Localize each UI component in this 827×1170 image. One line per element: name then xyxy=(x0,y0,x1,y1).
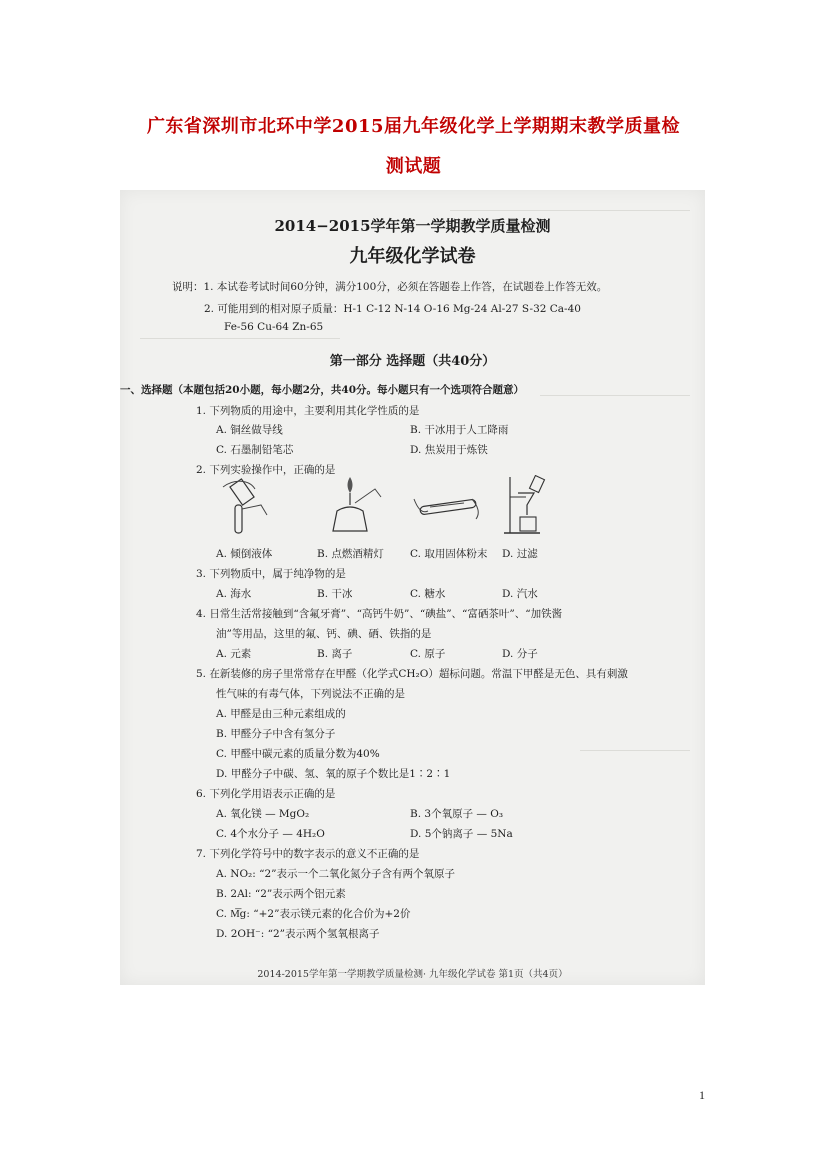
question-2-option-a: A. 倾倒液体 xyxy=(216,548,273,560)
question-2-option-d: D. 过滤 xyxy=(502,548,538,560)
question-5-option-d: D. 甲醛分子中碳、氢、氧的原子个数比是1∶2∶1 xyxy=(216,768,451,780)
question-4-option-b: B. 离子 xyxy=(317,648,353,660)
document-title: 广东省深圳市北环中学2015届九年级化学上学期期末教学质量检 xyxy=(146,116,681,137)
solid-powder-figure xyxy=(410,475,490,537)
exam-footer: 2014-2015学年第一学期教学质量检测· 九年级化学试卷 第1页（共4页） xyxy=(257,969,568,980)
question-3-option-d: D. 汽水 xyxy=(502,588,538,600)
exam-note-1: 说明：1. 本试卷考试时间60分钟，满分100分，必须在答题卷上作答，在试题卷上作答无效。 xyxy=(172,281,608,293)
question-2-stem: 2. 下列实验操作中，正确的是 xyxy=(196,464,336,476)
question-7-option-d: D. 2OH⁻: “2”表示两个氢氧根离子 xyxy=(216,928,380,940)
question-2-option-b: B. 点燃酒精灯 xyxy=(317,548,384,560)
question-1-option-b: B. 干冰用于人工降雨 xyxy=(410,424,509,436)
question-7-stem: 7. 下列化学符号中的数字表示的意义不正确的是 xyxy=(196,848,420,860)
question-4-option-c: C. 原子 xyxy=(410,648,446,660)
question-5-option-c: C. 甲醛中碳元素的质量分数为40% xyxy=(216,748,380,760)
question-1-option-a: A. 铜丝做导线 xyxy=(216,424,283,436)
exam-note-3: Fe-56 Cu-64 Zn-65 xyxy=(224,321,324,333)
question-6-stem: 6. 下列化学用语表示正确的是 xyxy=(196,788,336,800)
exam-note-2: 2. 可能用到的相对原子质量：H-1 C-12 N-14 O-16 Mg-24 Al-27 S-32 Ca-40 xyxy=(204,303,581,315)
question-3-option-b: B. 干冰 xyxy=(317,588,353,600)
question-1-option-d: D. 焦炭用于炼铁 xyxy=(410,444,488,456)
question-4-option-a: A. 元素 xyxy=(216,648,252,660)
question-6-option-c: C. 4个水分子 — 4H₂O xyxy=(216,828,325,840)
question-6-option-b: B. 3个氧原子 — O₃ xyxy=(410,808,504,820)
alcohol-lamp-figure xyxy=(315,475,385,537)
experiment-illustrations xyxy=(215,475,555,537)
section-title: 一、选择题（本题包括20小题，每小题2分，共40分。每小题只有一个选项符合题意） xyxy=(120,384,525,396)
page-number: 1 xyxy=(699,1088,705,1102)
question-5-option-a: A. 甲醛是由三种元素组成的 xyxy=(216,708,346,720)
part-title: 第一部分 选择题（共40分） xyxy=(329,354,496,369)
question-7-option-a: A. NO₂: “2”表示一个二氧化氮分子含有两个氧原子 xyxy=(216,868,456,880)
exam-subject-title: 九年级化学试卷 xyxy=(349,246,476,267)
filtration-figure xyxy=(500,475,560,537)
question-5-stem: 5. 在新装修的房子里常常存在甲醛（化学式CH₂O）超标问题。常温下甲醛是无色、具有刺激 xyxy=(196,668,628,680)
question-1-stem: 1. 下列物质的用途中，主要利用其化学性质的是 xyxy=(196,405,420,417)
question-4-stem-continued: 油”等用品，这里的氟、钙、碘、硒、铁指的是 xyxy=(216,628,432,640)
question-4-stem: 4. 日常生活常接触到“含氟牙膏”、“高钙牛奶”、“碘盐”、“富硒茶叶”、“加铁酱 xyxy=(196,608,563,620)
question-5-option-b: B. 甲醛分子中含有氢分子 xyxy=(216,728,336,740)
pouring-liquid-figure xyxy=(215,475,285,537)
question-1-option-c: C. 石墨制铅笔芯 xyxy=(216,444,294,456)
question-7-option-c: C. M͞g: “+2”表示镁元素的化合价为+2价 xyxy=(216,908,411,920)
question-6-option-d: D. 5个钠离子 — 5Na xyxy=(410,828,513,840)
question-2-option-c: C. 取用固体粉末 xyxy=(410,548,488,560)
question-3-stem: 3. 下列物质中，属于纯净物的是 xyxy=(196,568,346,580)
question-7-option-b: B. 2Al: “2”表示两个铝元素 xyxy=(216,888,346,900)
document-title-continued: 测试题 xyxy=(385,156,442,177)
question-3-option-a: A. 海水 xyxy=(216,588,252,600)
exam-header: 2014−2015学年第一学期教学质量检测 xyxy=(274,217,551,235)
question-3-option-c: C. 糖水 xyxy=(410,588,446,600)
question-4-option-d: D. 分子 xyxy=(502,648,538,660)
question-6-option-a: A. 氧化镁 — MgO₂ xyxy=(216,808,310,820)
question-5-stem-continued: 性气味的有毒气体，下列说法不正确的是 xyxy=(216,688,405,700)
scanned-exam-page xyxy=(120,190,705,985)
